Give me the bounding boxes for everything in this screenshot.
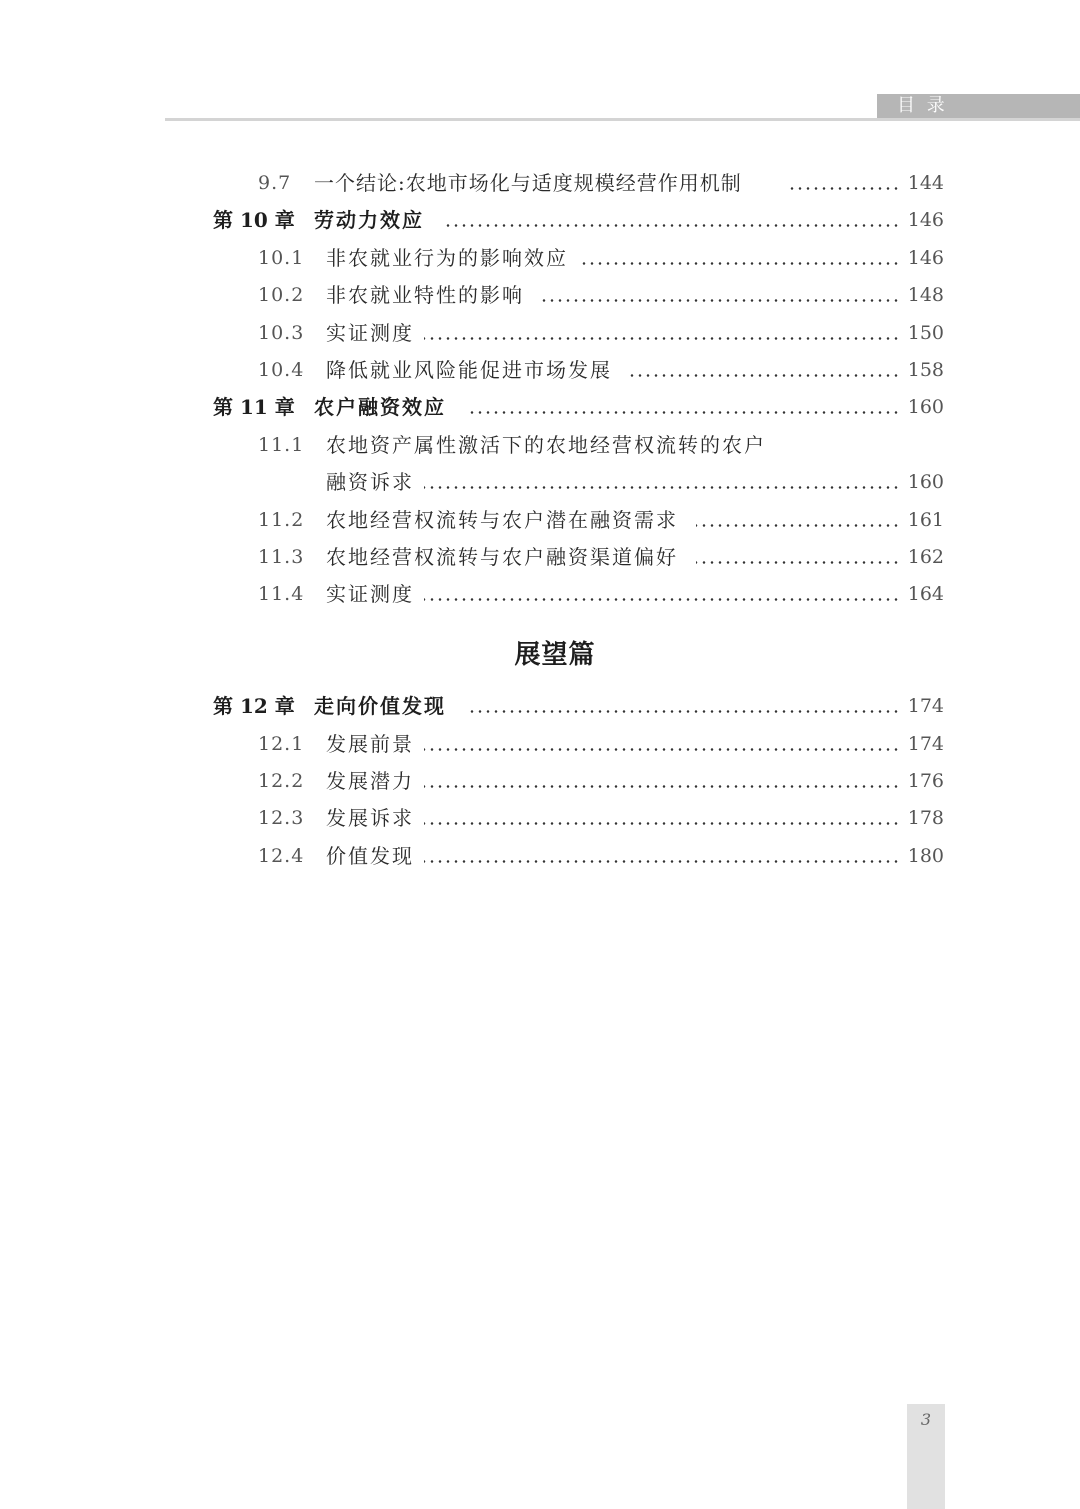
toc-entry-12-3[interactable] (0, 803, 1080, 833)
leader-dots (424, 860, 900, 863)
toc-entry-title: 实证测度 (326, 321, 414, 345)
toc-entry-title: 农地经营权流转与农户融资渠道偏好 (326, 545, 678, 569)
toc-entry-11-1-continued[interactable] (0, 467, 1080, 497)
page-number: 3 (920, 1410, 932, 1429)
toc-entry-12-4[interactable] (0, 841, 1080, 871)
toc-entry-page: 162 (907, 546, 944, 568)
chapter-number: 第 11 章 (213, 395, 295, 419)
chapter-number: 第 10 章 (213, 208, 295, 232)
toc-entry-10-1[interactable] (0, 243, 1080, 273)
toc-entry-12-1[interactable] (0, 729, 1080, 759)
toc-entry-number: 10.3 (258, 322, 305, 344)
chapter-title: 劳动力效应 (314, 208, 424, 232)
toc-entry-page: 158 (907, 359, 944, 381)
leader-dots (788, 187, 900, 190)
leader-dots (696, 561, 900, 564)
chapter-title: 农户融资效应 (314, 395, 446, 419)
toc-entry-page: 164 (907, 583, 944, 605)
toc-entry-page: 161 (907, 509, 944, 531)
toc-entry-page: 144 (907, 172, 944, 194)
leader-dots (424, 486, 900, 489)
chapter-number: 第 12 章 (213, 694, 295, 718)
toc-entry-title: 农地资产属性激活下的农地经营权流转的农户 (326, 433, 766, 457)
leader-dots (446, 224, 900, 227)
toc-entry-page: 148 (907, 284, 944, 306)
toc-entry-title: 发展诉求 (326, 806, 414, 830)
toc-entry-number: 11.4 (258, 583, 305, 605)
running-header-title: 目 录 (897, 95, 948, 116)
toc-entry-number: 12.2 (258, 770, 305, 792)
toc-chapter-11[interactable] (0, 392, 1080, 422)
toc-entry-10-4[interactable] (0, 355, 1080, 385)
toc-entry-page: 178 (907, 807, 944, 829)
toc-entry-page: 146 (907, 209, 944, 231)
toc-entry-title: 非农就业行为的影响效应 (326, 246, 568, 270)
leader-dots (424, 785, 900, 788)
toc-entry-number: 11.3 (258, 546, 305, 568)
toc-entry-title: 价值发现 (326, 844, 414, 868)
toc-entry-number: 10.2 (258, 284, 305, 306)
toc-entry-page: 174 (907, 695, 944, 717)
toc-entry-11-2[interactable] (0, 505, 1080, 535)
toc-entry-11-3[interactable] (0, 542, 1080, 572)
toc-entry-title: 非农就业特性的影响 (326, 283, 524, 307)
toc-entry-12-2[interactable] (0, 766, 1080, 796)
toc-entry-page: 150 (907, 322, 944, 344)
toc-entry-number: 11.1 (258, 434, 305, 456)
toc-entry-page: 176 (907, 770, 944, 792)
toc-entry-page: 180 (907, 845, 944, 867)
leader-dots (628, 374, 900, 377)
toc-entry-10-3[interactable] (0, 318, 1080, 348)
toc-entry-page: 160 (907, 471, 944, 493)
toc-entry-title-continued: 融资诉求 (326, 470, 414, 494)
leader-dots (582, 262, 900, 265)
leader-dots (424, 748, 900, 751)
toc-entry-page: 160 (907, 396, 944, 418)
toc-entry-title: 发展前景 (326, 732, 414, 756)
leader-dots (696, 524, 900, 527)
leader-dots (424, 598, 900, 601)
toc-entry-title: 发展潜力 (326, 769, 414, 793)
toc-entry-number: 10.4 (258, 359, 305, 381)
toc-entry-number: 12.4 (258, 845, 305, 867)
leader-dots (424, 822, 900, 825)
toc-entry-page: 174 (907, 733, 944, 755)
header-rule (165, 118, 1080, 121)
toc-entry-title: 实证测度 (326, 582, 414, 606)
toc-entry-number: 10.1 (258, 247, 305, 269)
toc-chapter-12[interactable] (0, 691, 1080, 721)
toc-entry-title: 农地经营权流转与农户潜在融资需求 (326, 508, 678, 532)
toc-entry-11-4[interactable] (0, 579, 1080, 609)
leader-dots (538, 299, 900, 302)
toc-entry-title: 降低就业风险能促进市场发展 (326, 358, 612, 382)
toc-entry-9-7[interactable] (0, 168, 1080, 198)
chapter-title: 走向价值发现 (314, 694, 446, 718)
leader-dots (470, 710, 900, 713)
toc-entry-10-2[interactable] (0, 280, 1080, 310)
toc-entry-title: 一个结论:农地市场化与适度规模经营作用机制 (314, 171, 742, 195)
toc-entry-number: 12.1 (258, 733, 305, 755)
part-title: 展望篇 (514, 640, 596, 670)
toc-entry-number: 9.7 (258, 172, 292, 194)
toc-entry-page: 146 (907, 247, 944, 269)
toc-entry-11-1[interactable] (0, 430, 1080, 460)
toc-entry-number: 12.3 (258, 807, 305, 829)
leader-dots (470, 411, 900, 414)
toc-chapter-10[interactable] (0, 205, 1080, 235)
leader-dots (424, 337, 900, 340)
toc-entry-number: 11.2 (258, 509, 305, 531)
